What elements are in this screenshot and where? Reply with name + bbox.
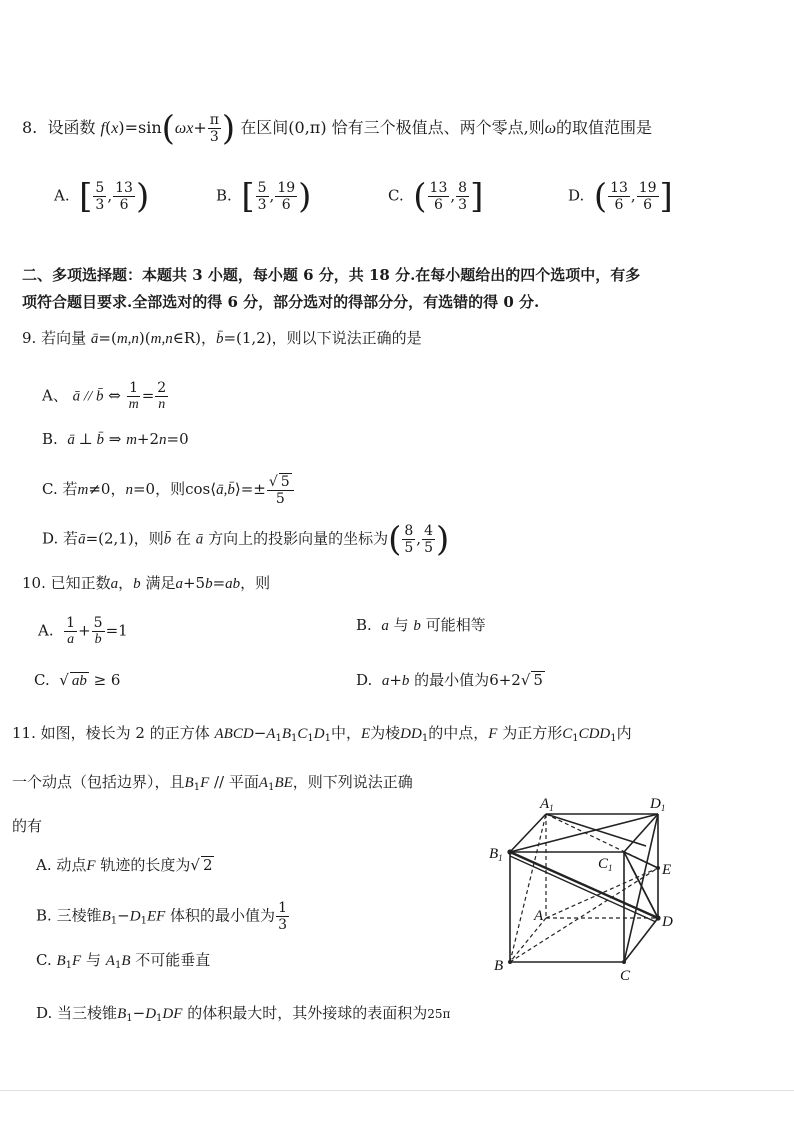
label-a1: $A_1$ <box>540 796 554 813</box>
q8-option-a: A. [ $\frac{5}{3}$ , $\frac{13}{6}$ ) <box>54 176 150 217</box>
q8-option-c: C. ( $\frac{13}{6}$ , $\frac{8}{3}$ ] <box>388 176 484 217</box>
q11-option-a: A. 动点F 轨迹的长度为√ 2 <box>36 856 213 874</box>
q11-option-b: B. 三棱锥$B_1-D_1EF$ 体积的最小值为 $\frac{1}{3}$ <box>36 900 287 933</box>
q11-line3: 的有 <box>12 817 43 835</box>
label-e: E <box>662 862 672 878</box>
label-c1: $C_1$ <box>598 856 613 873</box>
q9-option-b: B. ā ⊥ b̄ ⇒ m+2n=0 <box>42 430 189 448</box>
q11-line2: 一个动点（包括边界），且$B_1F$ // 平面$A_1BE$，则下列说法正确 <box>12 773 413 793</box>
q9-stem: 9. 若向量 ā=(m,n)(m,n∈R)，b̄=(1,2)，则以下说法正确的是 <box>22 329 422 347</box>
label-d: D <box>662 914 673 930</box>
q8-text-d: 的取值范围是 <box>556 118 653 137</box>
q8-text-c: 恰有三个极值点、两个零点,则 <box>331 118 545 137</box>
q8-number: 8. <box>22 118 38 137</box>
cube-figure <box>486 796 676 986</box>
q9-option-a: A、 ā // b̄ ⇔ $\frac{1}{m}$ = $\frac{2}{n}$ <box>42 380 167 412</box>
label-d1: $D_1$ <box>650 796 666 813</box>
q9-option-d: D. 若ā=(2,1)，则b̄ 在 ā 方向上的投影向量的坐标为( $\frac{8}{5}$ , $\frac{4}{5}$ ) <box>42 519 450 560</box>
q10-option-c: C. √ ab ≥ 6 <box>34 671 121 689</box>
q11-option-d: D. 当三棱锥$B_1-D_1DF$ 的体积最大时，其外接球的表面积为25π <box>36 1004 451 1024</box>
label-a: A <box>534 908 544 924</box>
q10-option-a: A. $\frac{1}{a}$ + $\frac{5}{b}$ =1 <box>38 615 128 647</box>
q10-stem: 10. 已知正数a，b 满足a+5b=ab，则 <box>22 574 271 592</box>
q8-option-d: D. ( $\frac{13}{6}$ , $\frac{19}{6}$ ] <box>568 176 673 217</box>
q8-option-b: B. [ $\frac{5}{3}$ , $\frac{19}{6}$ ) <box>216 176 312 217</box>
q11-line1: 11. 如图，棱长为 2 的正方体 $ABCD-A_1B_1C_1D_1$中，E为棱$DD_1$的中点，F 为正方形$C_1CDD_1$内 <box>12 724 632 744</box>
q10-option-b: B. a 与 b 可能相等 <box>356 616 486 634</box>
q9-option-c: C. 若m≠0，n=0，则cos⟨ā,b̄⟩=± $\frac{√ 5}{5}$ <box>42 473 295 507</box>
label-b: B <box>494 958 504 974</box>
q11-option-c: C. $B_1F$ 与 $A_1B$ 不可能垂直 <box>36 951 211 971</box>
q10-option-d: D. a+b 的最小值为6+2√ 5 <box>356 671 543 689</box>
q8-function: f <box>100 120 105 137</box>
q8-text-b: 在区间 <box>240 118 289 137</box>
q8-stem: 8. 设函数 f(x)=sin(ωx+ $\frac{\pi}{3}$ ) 在区间(0,π) 恰有三个极值点、两个零点,则ω的取值范围是 <box>22 108 653 149</box>
label-b1: $B_1$ <box>489 846 503 863</box>
q8-text-a: 设函数 <box>47 118 96 137</box>
section2-line2: 项符合题目要求.全部选对的得 6 分，部分选对的得部分分，有选错的得 0 分. <box>22 293 540 311</box>
page-bottom-rule <box>0 1090 794 1091</box>
label-c: C <box>620 968 631 984</box>
section2-line1: 二、多项选择题：本题共 3 小题，每小题 6 分，共 18 分.在每小题给出的四个选项中，有多 <box>22 266 641 284</box>
